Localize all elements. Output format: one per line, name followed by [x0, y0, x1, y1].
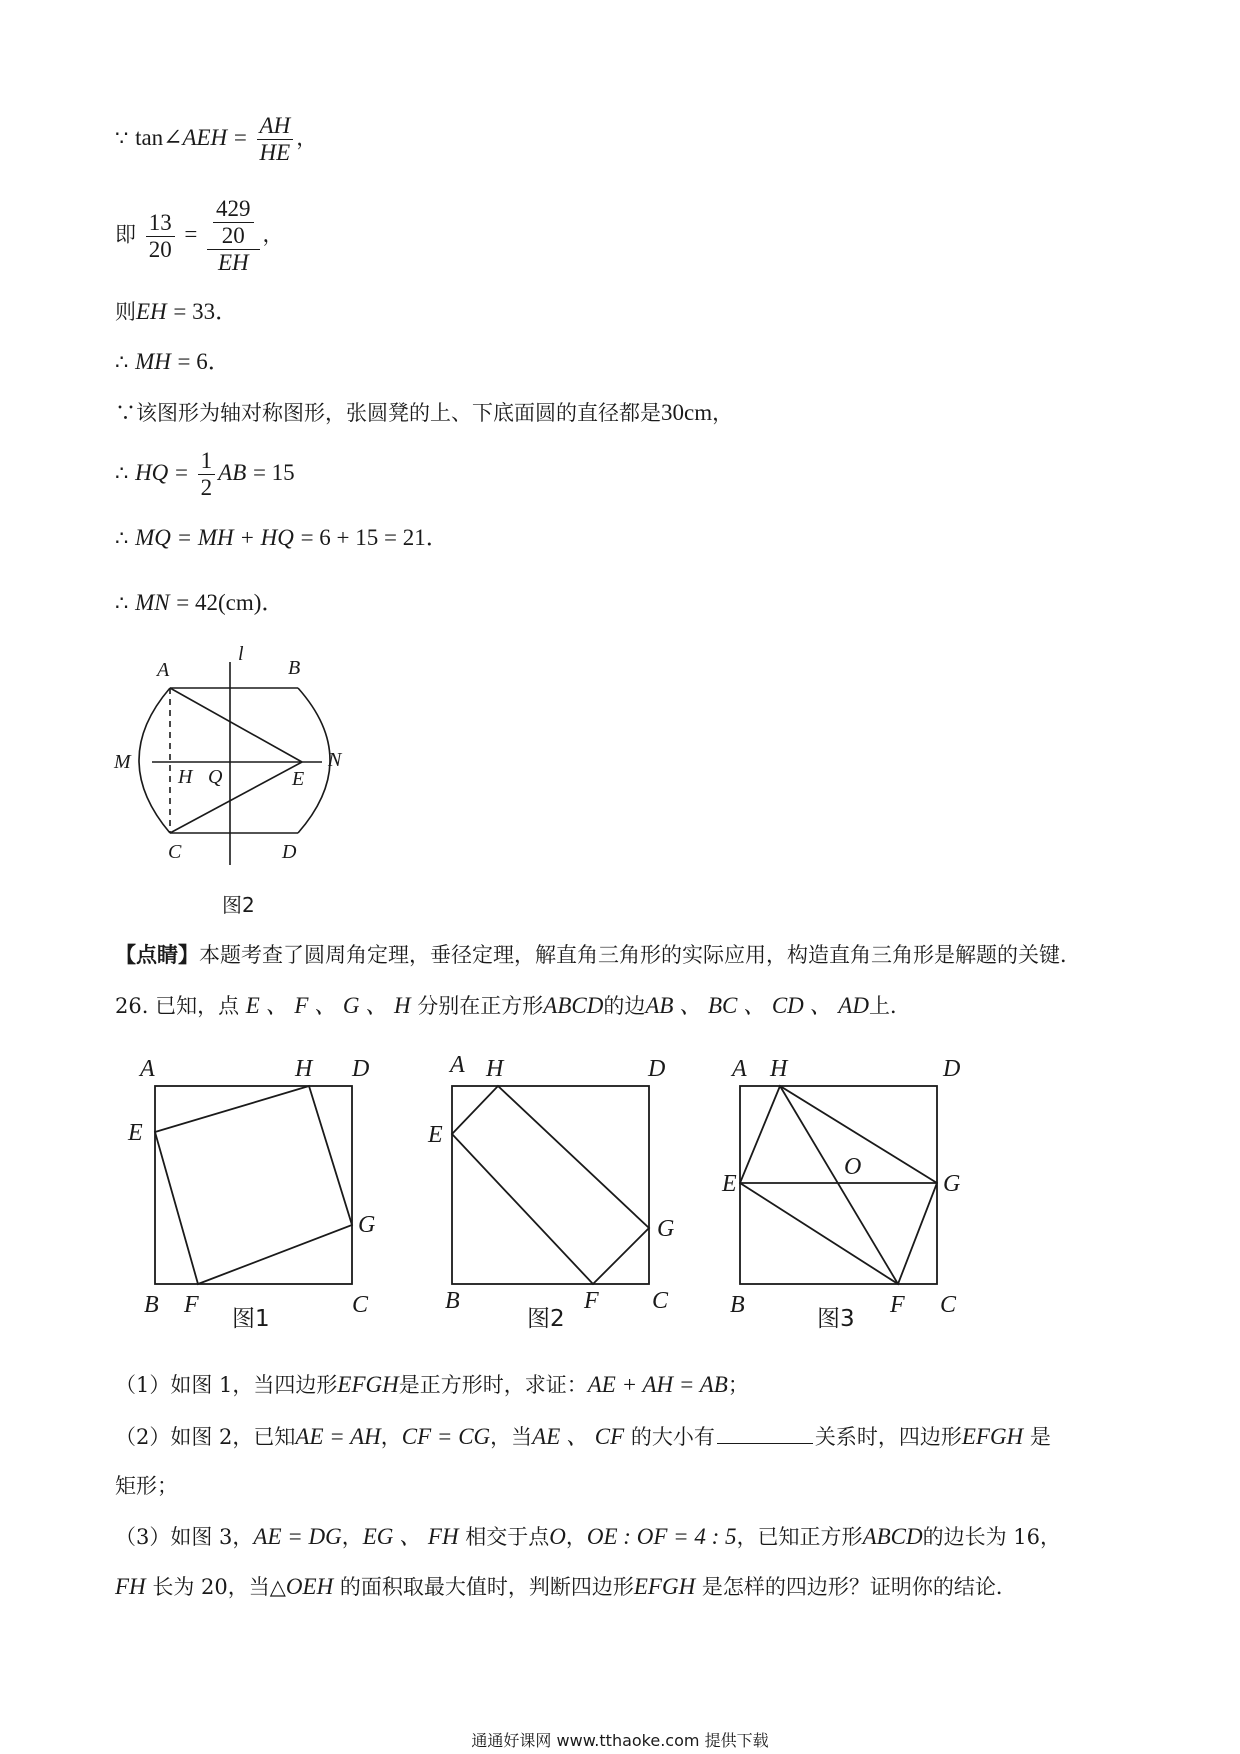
- arc-left: [139, 688, 170, 833]
- equation: CF = CG: [401, 1424, 491, 1449]
- square-name: ABCD: [862, 1524, 923, 1549]
- square-abcd: [155, 1086, 352, 1284]
- compound-numerator: [207, 196, 260, 250]
- quad-name: EFGH: [633, 1574, 696, 1599]
- dianjing-text: 本题考查了圆周角定理，垂径定理，解直角三角形的实际应用，构造直角三角形是解题的关键．: [199, 943, 1081, 967]
- arc-right: [298, 688, 330, 833]
- diagram-lines: [139, 662, 330, 865]
- line-tan-aeh: [115, 113, 317, 166]
- part-text: ；: [727, 1373, 749, 1397]
- segments: EG 、 FH: [362, 1524, 459, 1549]
- ze-word: 则: [115, 300, 136, 324]
- label-f: F: [890, 1292, 905, 1318]
- label-c: C: [352, 1292, 369, 1318]
- denominator: EH: [217, 250, 249, 275]
- stool-diagram: [100, 640, 370, 920]
- label-d: D: [282, 841, 297, 863]
- symmetry-text: ∵该图形为轴对称图形，张圆凳的上、下底面圆的直径都是: [115, 401, 661, 425]
- equation: AE = DG: [253, 1524, 342, 1549]
- segment-fh: FH: [115, 1574, 146, 1599]
- label-f: F: [584, 1288, 599, 1314]
- label-e: E: [722, 1171, 737, 1197]
- footer-note: 提供下载: [704, 1731, 769, 1750]
- caption-fig1: 图1: [232, 1306, 270, 1330]
- label-a: A: [732, 1056, 747, 1082]
- label-f: F: [184, 1292, 199, 1318]
- label-e: E: [292, 768, 305, 790]
- part-text: 是怎样的四边形？证明你的结论．: [701, 1575, 1017, 1599]
- line-mn-42: [115, 588, 284, 618]
- sides: AB 、 BC 、 CD 、 AD: [645, 993, 869, 1018]
- comma: ，: [262, 222, 284, 247]
- part-text: 是: [1029, 1425, 1051, 1449]
- quad-efgh: [155, 1086, 352, 1284]
- therefore-symbol: ∴: [115, 526, 129, 550]
- label-e: E: [428, 1122, 443, 1148]
- question-26-stem: [115, 991, 911, 1021]
- ratio: OE : OF = 4 : 5: [586, 1524, 737, 1549]
- part-text: 相交于点: [465, 1525, 550, 1549]
- footer-url[interactable]: www.tthaoke.com: [556, 1731, 700, 1750]
- tan-label: tan∠: [135, 125, 183, 150]
- part-text: 是正方形时，求证：: [398, 1373, 588, 1397]
- figure-1: [127, 1056, 375, 1330]
- comma: ，: [296, 126, 318, 150]
- part-text: 关系时，四边形: [814, 1425, 962, 1449]
- denominator: 20: [221, 223, 245, 248]
- label-d: D: [943, 1056, 961, 1082]
- ji-word: 即: [115, 222, 136, 247]
- stem-part: 的边: [603, 994, 646, 1018]
- square-name: ABCD: [543, 993, 604, 1018]
- label-n: N: [328, 749, 342, 771]
- part-2-continuation: 矩形；: [115, 1474, 178, 1498]
- label-e: E: [128, 1120, 143, 1146]
- label-b: B: [144, 1292, 159, 1318]
- figures-row: [120, 1040, 980, 1330]
- part-text: 的面积取最大值时，判断四边形: [339, 1575, 634, 1599]
- value: = 6 + 15 = 21．: [300, 525, 449, 550]
- numerator: AH: [257, 113, 294, 140]
- comma: ，: [712, 401, 734, 425]
- dianjing-comment: [115, 940, 1081, 970]
- denominator: HE: [259, 140, 291, 165]
- value: = 6．: [177, 349, 231, 374]
- equals: =: [184, 221, 198, 247]
- fraction-13-20: [146, 210, 175, 263]
- expression: MQ = MH + HQ: [135, 525, 294, 550]
- numerator: 13: [146, 210, 175, 237]
- label-c: C: [940, 1292, 957, 1318]
- figure-2: [427, 1052, 674, 1330]
- label-q: Q: [208, 766, 223, 788]
- diagonal-fh: [780, 1086, 898, 1284]
- separator: ，: [565, 1525, 587, 1549]
- var-eh: EH: [136, 299, 167, 324]
- stem-part: 26. 已知，点: [115, 994, 240, 1018]
- label-d: D: [648, 1056, 666, 1082]
- equation: AE + AH = AB: [587, 1372, 728, 1397]
- label-c: C: [652, 1288, 669, 1314]
- line-mq-21: [115, 523, 449, 553]
- value: = 33．: [173, 299, 239, 324]
- label-a: A: [450, 1052, 465, 1078]
- points: E 、 F 、 G 、 H: [245, 993, 411, 1018]
- quad-efgh: [452, 1086, 649, 1284]
- part-text: （1）如图 1，当四边形: [115, 1373, 338, 1397]
- value: = 15: [252, 460, 295, 485]
- therefore-symbol: ∴: [115, 350, 129, 374]
- square-abcd: [452, 1086, 649, 1284]
- label-b: B: [730, 1292, 745, 1318]
- separator: ，: [341, 1525, 363, 1549]
- figure-3: [721, 1056, 960, 1330]
- quad-name: EFGH: [961, 1424, 1024, 1449]
- separator: ，: [380, 1425, 402, 1449]
- stem-part: 上．: [868, 994, 911, 1018]
- line-ji-equation: [115, 196, 284, 276]
- value: = 42(cm)．: [176, 590, 285, 615]
- var-mh: MH: [135, 349, 171, 374]
- numerator: 1: [198, 448, 216, 475]
- label-g: G: [943, 1171, 961, 1197]
- angle-name: AEH: [182, 125, 228, 150]
- part-text: （3）如图 3，: [115, 1525, 254, 1549]
- diameter-value: 30cm: [661, 400, 713, 425]
- part-2: [115, 1421, 1051, 1452]
- label-h: H: [295, 1056, 313, 1082]
- var-mn: MN: [135, 590, 170, 615]
- point-o: O: [549, 1524, 566, 1549]
- label-o: O: [844, 1154, 862, 1180]
- var-ab: AB: [218, 460, 247, 485]
- part-text: 的边长为 16，: [922, 1525, 1062, 1549]
- stem-part: 分别在正方形: [417, 994, 544, 1018]
- part-1: [115, 1370, 749, 1400]
- label-b: B: [445, 1288, 460, 1314]
- compound-fraction: [207, 196, 260, 276]
- label-m: M: [114, 751, 131, 773]
- fraction-429-20: [213, 196, 254, 249]
- denominator: 2: [200, 475, 213, 500]
- footer-site: 通通好课网: [471, 1731, 552, 1750]
- label-h: H: [178, 766, 193, 788]
- line-symmetry: [115, 398, 733, 428]
- label-a: A: [157, 659, 170, 681]
- part-3: [115, 1522, 1061, 1552]
- part-text: 的大小有: [630, 1425, 715, 1449]
- label-h: H: [770, 1056, 788, 1082]
- part-text: ，当: [490, 1425, 533, 1449]
- part-text: 长为 20，当△: [152, 1575, 286, 1599]
- label-g: G: [358, 1212, 376, 1238]
- figure-caption: 图2: [222, 893, 255, 917]
- page-footer: [0, 1728, 1240, 1751]
- therefore-symbol: ∴: [115, 461, 129, 485]
- therefore-symbol: ∴: [115, 591, 129, 615]
- line-eh-33: [115, 297, 238, 327]
- part-text: ，已知正方形: [736, 1525, 863, 1549]
- dianjing-tag: 【点睛】: [115, 942, 199, 967]
- label-c: C: [168, 841, 182, 863]
- triangle-name: OEH: [285, 1574, 334, 1599]
- part-3-continuation: [115, 1572, 1017, 1602]
- fraction-half: [198, 448, 216, 501]
- line-hq-15: [115, 448, 295, 501]
- denominator: 20: [148, 236, 172, 262]
- line-mh-6: [115, 347, 231, 377]
- caption-fig3: 图3: [817, 1306, 855, 1330]
- label-b: B: [288, 657, 301, 679]
- fraction-ah-he: [257, 113, 294, 166]
- segments: AE 、 CF: [532, 1424, 625, 1449]
- equals: =: [174, 460, 188, 485]
- because-symbol: ∵: [115, 126, 129, 150]
- part-text: （2）如图 2，已知: [115, 1425, 296, 1449]
- segment-ae: [170, 688, 302, 762]
- label-d: D: [352, 1056, 370, 1082]
- label-h: H: [486, 1056, 504, 1082]
- answer-blank[interactable]: [717, 1421, 813, 1444]
- label-l: l: [238, 643, 244, 665]
- label-a: A: [140, 1056, 155, 1082]
- caption-fig2: 图2: [527, 1306, 565, 1330]
- numerator: 429: [213, 196, 254, 223]
- var-hq: HQ: [135, 460, 169, 485]
- equation: AE = AH: [295, 1424, 381, 1449]
- label-g: G: [657, 1216, 675, 1242]
- equals: =: [233, 125, 247, 150]
- quad-name: EFGH: [337, 1372, 399, 1397]
